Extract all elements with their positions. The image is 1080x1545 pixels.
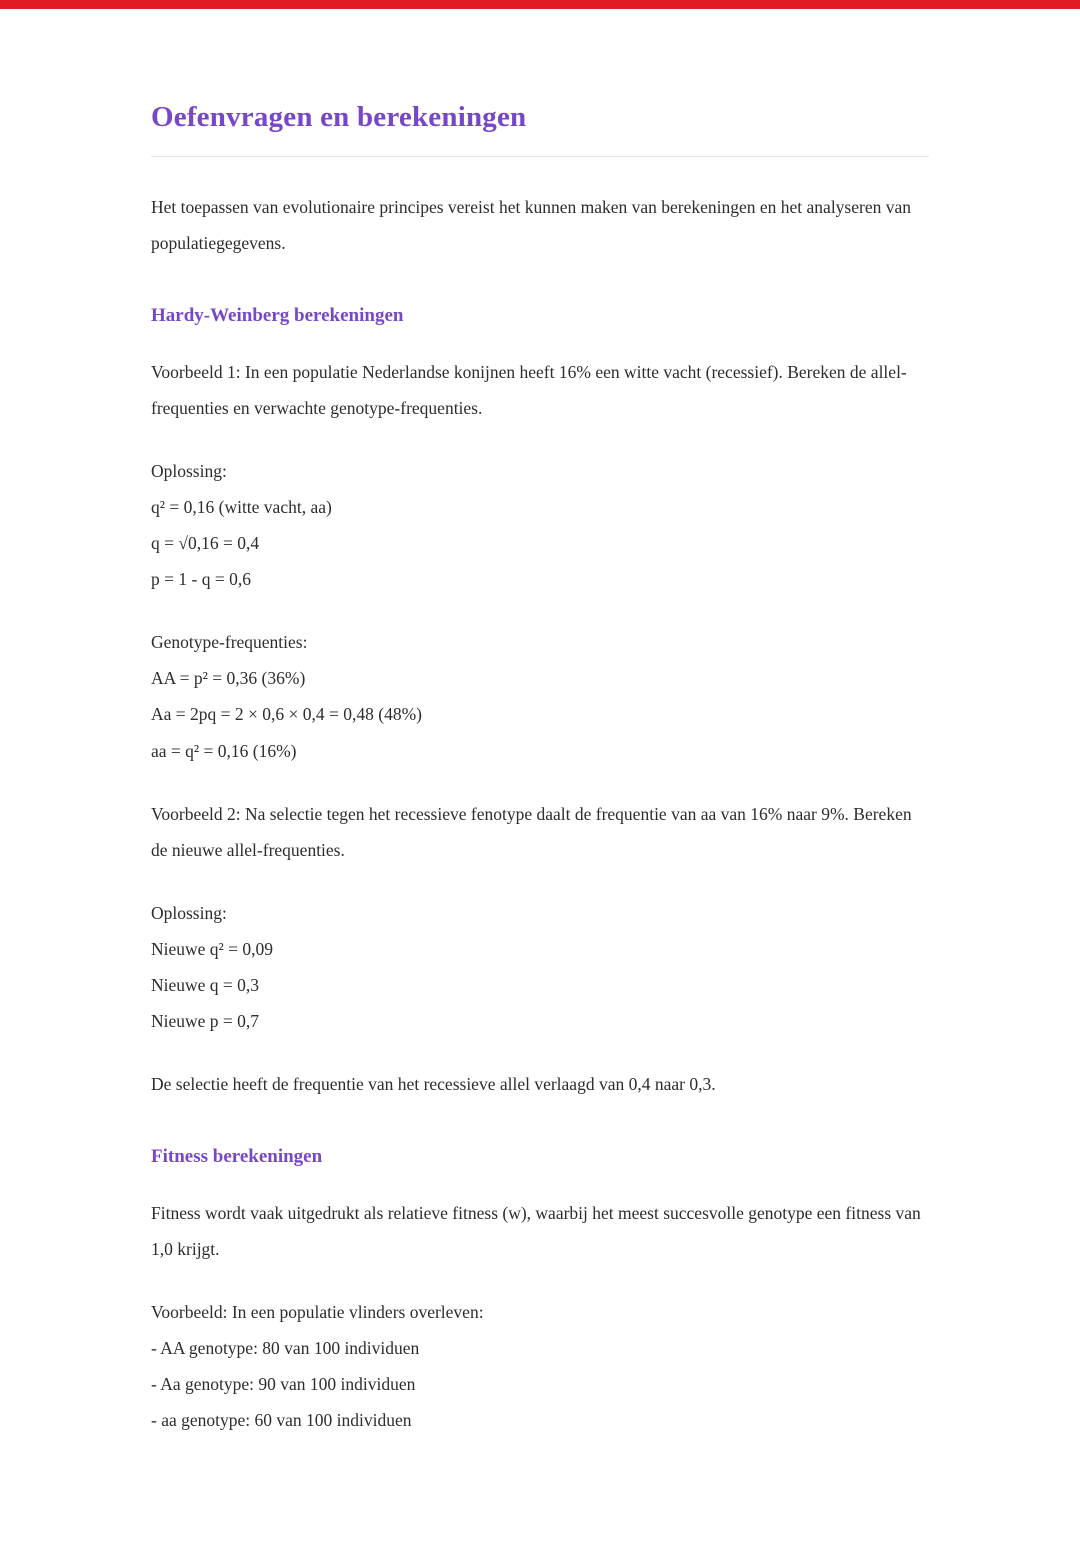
example-line: - aa genotype: 60 van 100 individuen: [151, 1410, 412, 1431]
formula-line: Oplossing:: [151, 461, 227, 482]
fitness-example-block: [151, 1294, 929, 1438]
example-line: - AA genotype: 80 van 100 individuen: [151, 1338, 420, 1359]
paragraph-conclusion: De selectie heeft de frequentie van het recessieve allel verlaagd van 0,4 naar 0,3.: [151, 1073, 716, 1094]
paragraph-voorbeeld-1: Voorbeeld 1: In een populatie Nederlandse konijnen heeft 16% een witte vacht (recessief). Bereken de allel-frequenties en verwachte genotype-frequenties.: [151, 362, 907, 419]
example-line: - Aa genotype: 90 van 100 individuen: [151, 1374, 416, 1395]
document-page: [151, 9, 929, 1545]
paragraph-fitness-intro: Fitness wordt vaak uitgedrukt als relatieve fitness (w), waarbij het meest succesvolle genotype een fitness van 1,0 krijgt.: [151, 1202, 921, 1259]
formula-line: p = 1 - q = 0,6: [151, 569, 251, 590]
formula-line: Genotype-frequenties:: [151, 632, 308, 653]
title-divider: [151, 156, 929, 157]
page-title: Oefenvragen en berekeningen: [151, 101, 527, 133]
formula-line: Nieuwe q² = 0,09: [151, 938, 274, 959]
solution-block-1: [151, 453, 929, 597]
section-heading-hardy-weinberg: Hardy-Weinberg berekeningen: [151, 305, 404, 327]
solution-block-2: [151, 895, 929, 1039]
formula-line: Nieuwe p = 0,7: [151, 1010, 260, 1031]
formula-line: Nieuwe q = 0,3: [151, 974, 260, 995]
formula-line: AA = p² = 0,36 (36%): [151, 668, 306, 689]
formula-line: q² = 0,16 (witte vacht, aa): [151, 497, 332, 518]
formula-line: q = √0,16 = 0,4: [151, 533, 260, 554]
formula-line: Oplossing:: [151, 902, 227, 923]
section-heading-fitness: Fitness berekeningen: [151, 1145, 323, 1167]
intro-paragraph: Het toepassen van evolutionaire principes vereist het kunnen maken van berekeningen en het analyseren van populatiegegevens.: [151, 197, 911, 254]
top-accent-bar: [0, 0, 1080, 9]
genotype-frequencies-block: [151, 624, 929, 768]
example-line: Voorbeeld: In een populatie vlinders overleven:: [151, 1301, 484, 1322]
formula-line: Aa = 2pq = 2 × 0,6 × 0,4 = 0,48 (48%): [151, 704, 422, 725]
formula-line: aa = q² = 0,16 (16%): [151, 740, 297, 761]
paragraph-voorbeeld-2: Voorbeeld 2: Na selectie tegen het recessieve fenotype daalt de frequentie van aa van 16% naar 9%. Bereken de nieuwe allel-frequenties.: [151, 803, 912, 860]
